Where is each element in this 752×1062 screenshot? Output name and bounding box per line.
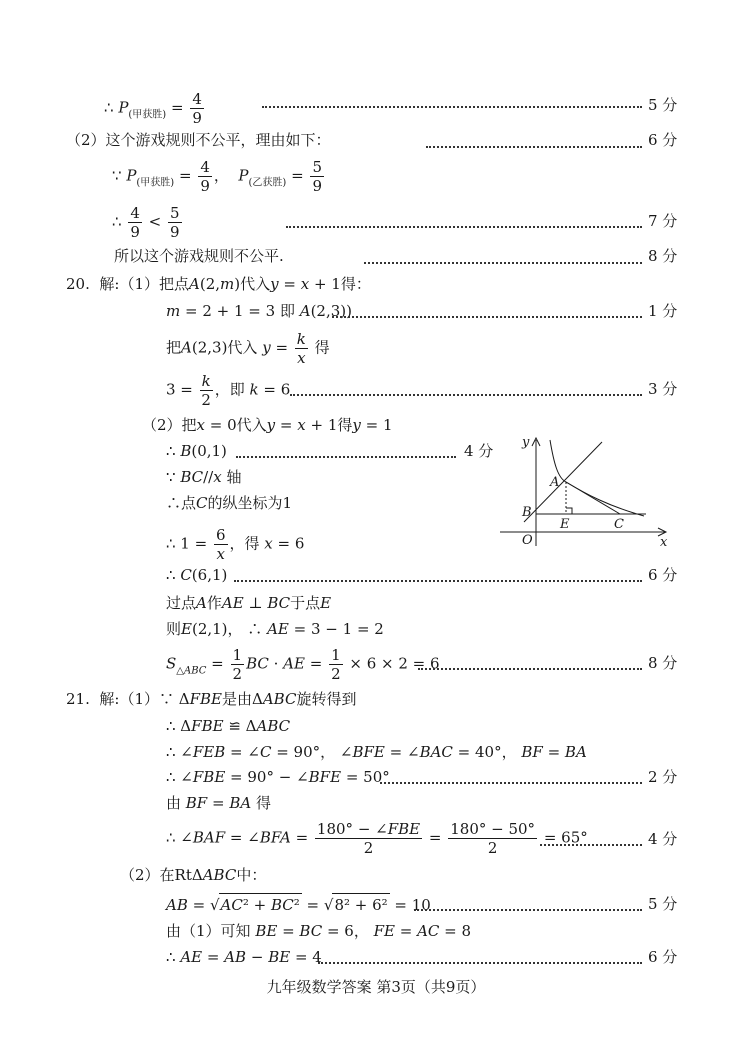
right-angle-mark [566, 508, 572, 514]
leader-dots [234, 580, 642, 582]
label-y: y [522, 435, 530, 450]
score-mark: 8 分 [648, 247, 678, 265]
score-mark: 4 分 [648, 830, 678, 848]
q21-line-be-fe: 由（1）可知 BE = BC = 6， FE = AC = 8 [166, 922, 472, 940]
q21-line-congruent: ∴ ΔFBE ≌ ΔABC [166, 717, 291, 735]
q21-part1: 21. 解:（1）∵ ΔFBE是由ΔABC旋转得到 [66, 690, 357, 708]
leader-dots [332, 316, 642, 318]
hyperbola-curve [550, 440, 644, 516]
segment-ac [566, 482, 620, 514]
score-mark: 6 分 [648, 566, 678, 584]
line-p-jia: ∴ $P_{(甲获胜)}$ = $\frac{4}{9}$ [104, 90, 202, 127]
conclusion-unfair: 所以这个游戏规则不公平. [114, 247, 284, 265]
q21-line-ab: AB = √AC² + BC² = √8² + 6² = 10 [166, 893, 431, 916]
part-2-heading: （2）这个游戏规则不公平，理由如下： [66, 131, 331, 149]
label-x: x [660, 535, 668, 550]
leader-dots [318, 962, 642, 964]
q20-line-c-ordinate: ∴点C的纵坐标为1 [166, 494, 293, 512]
q20-part1: 20. 解:（1）把点A(2,m)代入y = x + 1得： [66, 275, 371, 293]
coordinate-figure [496, 434, 676, 550]
score-mark: 6 分 [648, 948, 678, 966]
q21-line-ae: ∴ AE = AB − BE = 4 [166, 948, 322, 966]
page-footer: 九年级数学答案 第3页（共9页） [266, 978, 486, 996]
label-c: C [614, 517, 624, 532]
line-inequality: ∴ $\frac{4}{9}$ < $\frac{5}{9}$ [112, 204, 180, 241]
score-mark: 5 分 [648, 96, 678, 114]
leader-dots [262, 106, 642, 108]
q20-line-e: 则E(2,1)， ∴ AE = 3 − 1 = 2 [166, 620, 384, 638]
q21-line-bf-ba: 由 BF = BA 得 [166, 794, 271, 812]
q20-line-area: $S_{\triangle ABC}$ = $\frac{1}{2}$ BC · AE = $\frac{1}{2}$ × 6 × 2 = 6 [166, 646, 440, 683]
score-mark: 1 分 [648, 302, 678, 320]
score-mark: 7 分 [648, 212, 678, 230]
leader-dots [364, 262, 642, 264]
q20-line-b: ∴ B(0,1) [166, 442, 227, 460]
score-mark: 6 分 [648, 131, 678, 149]
score-mark: 5 分 [648, 895, 678, 913]
label-b: B [522, 505, 532, 520]
leader-dots [540, 844, 642, 846]
q20-line-substitute: 把A(2,3)代入 y = $\frac{k}{x}$ 得 [166, 330, 330, 367]
line-p-compare: ∵ $P_{(甲获胜)}$ = $\frac{4}{9}$ ， $P_{(乙获胜)}$ = $\frac{5}{9}$ [112, 158, 322, 195]
score-mark: 4 分 [464, 442, 494, 460]
leader-dots [414, 909, 642, 911]
label-o: O [522, 533, 533, 548]
q20-line-x6: ∴ 1 = $\frac{6}{x}$ ，得 x = 6 [166, 526, 305, 563]
q20-line-m: m = 2 + 1 = 3 即 A(2,3)) [166, 302, 352, 320]
label-a: A [550, 475, 560, 490]
leader-dots [380, 782, 642, 784]
score-mark: 8 分 [648, 654, 678, 672]
score-mark: 3 分 [648, 380, 678, 398]
leader-dots [236, 456, 456, 458]
q21-part2: （2）在RtΔABC中： [120, 866, 267, 884]
leader-dots [418, 668, 642, 670]
leader-dots [426, 146, 642, 148]
q20-line-ae: 过点A作AE ⊥ BC于点E [166, 594, 332, 612]
q21-line-fbe: ∴ ∠FBE = 90° − ∠BFE = 50° [166, 768, 390, 786]
q20-part2: （2）把x = 0代入y = x + 1得y = 1 [142, 416, 393, 434]
leader-dots [290, 394, 642, 396]
q20-line-c: ∴ C(6,1) [166, 566, 228, 584]
q20-line-k: 3 = $\frac{k}{2}$ ，即 k = 6 [166, 372, 291, 409]
label-e: E [560, 517, 570, 532]
q21-line-angles: ∴ ∠FEB = ∠C = 90°， ∠BFE = ∠BAC = 40°， BF = BA [166, 743, 587, 761]
q20-line-bc-parallel: ∵ BC//x 轴 [166, 468, 242, 486]
q21-line-baf: ∴ ∠BAF = ∠BFA = $\frac{\text{180° − ∠FBE}}{2}$ = $\frac{180^\circ - 50^\circ}{2}$ = 65° [166, 820, 588, 857]
score-mark: 2 分 [648, 768, 678, 786]
leader-dots [286, 226, 642, 228]
